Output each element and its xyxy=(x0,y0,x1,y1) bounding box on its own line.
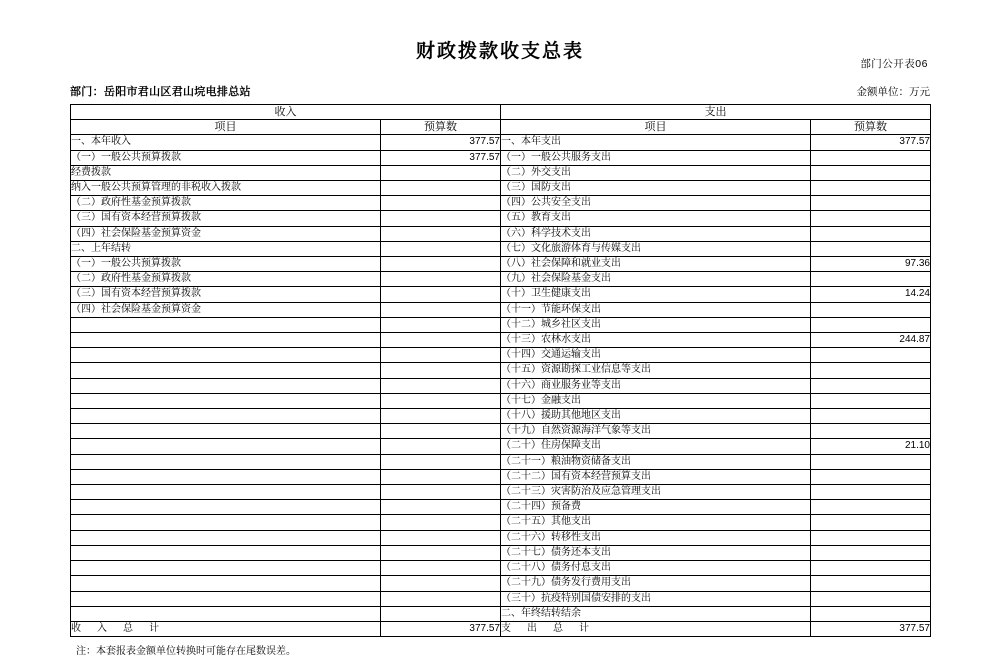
income-item-label xyxy=(71,424,381,439)
expense-item-label: （二十六）转移性支出 xyxy=(501,530,811,545)
income-item-value xyxy=(381,196,501,211)
table-row xyxy=(71,135,931,150)
table-row xyxy=(71,545,931,560)
expense-item-value: 97.36 xyxy=(811,257,931,272)
expense-item-label: （二十五）其他支出 xyxy=(501,515,811,530)
income-item-value xyxy=(381,606,501,621)
expense-item-label: （二十三）灾害防治及应急管理支出 xyxy=(501,485,811,500)
income-item-value xyxy=(381,591,501,606)
expense-item-label: （二）外交支出 xyxy=(501,165,811,180)
income-item-value xyxy=(381,393,501,408)
income-item-value xyxy=(381,241,501,256)
income-item-label xyxy=(71,469,381,484)
expense-item-label: （九）社会保险基金支出 xyxy=(501,272,811,287)
table-row xyxy=(71,439,931,454)
expense-item-value xyxy=(811,150,931,165)
expense-item-value xyxy=(811,181,931,196)
income-item-label xyxy=(71,393,381,408)
expense-item-label: （六）科学技术支出 xyxy=(501,226,811,241)
expense-item-value xyxy=(811,561,931,576)
income-item-label: （二）政府性基金预算拨款 xyxy=(71,196,381,211)
table-foot xyxy=(71,621,931,636)
income-item-label xyxy=(71,530,381,545)
expense-item-value xyxy=(811,576,931,591)
table-row xyxy=(71,272,931,287)
column-header-expense-item: 项目 xyxy=(501,120,811,135)
income-item-label: （四）社会保险基金预算资金 xyxy=(71,302,381,317)
income-item-label xyxy=(71,409,381,424)
table-row xyxy=(71,424,931,439)
total-expense-label: 支 出 总 计 xyxy=(501,621,811,636)
income-item-value xyxy=(381,165,501,180)
expense-item-value xyxy=(811,317,931,332)
expense-item-value: 21.10 xyxy=(811,439,931,454)
page-title: 财政拨款收支总表 xyxy=(415,41,584,62)
income-item-label xyxy=(71,561,381,576)
department-label: 部门：岳阳市君山区君山垸电排总站 xyxy=(70,86,251,98)
total-expense-value: 377.57 xyxy=(811,621,931,636)
expense-item-value xyxy=(811,393,931,408)
income-item-label xyxy=(71,333,381,348)
expense-item-label: （十八）援助其他地区支出 xyxy=(501,409,811,424)
income-item-value xyxy=(381,302,501,317)
column-header-expense-budget: 预算数 xyxy=(811,120,931,135)
expense-item-value xyxy=(811,241,931,256)
expense-item-label: （八）社会保障和就业支出 xyxy=(501,257,811,272)
expense-item-label: （十九）自然资源海洋气象等支出 xyxy=(501,424,811,439)
column-header-income-budget: 预算数 xyxy=(381,120,501,135)
expense-item-label: （二十二）国有资本经营预算支出 xyxy=(501,469,811,484)
expense-item-value xyxy=(811,272,931,287)
income-item-label: 纳入一般公共预算管理的非税收入拨款 xyxy=(71,181,381,196)
group-header-row xyxy=(71,105,931,120)
table-row xyxy=(71,333,931,348)
expense-item-label: （十七）金融支出 xyxy=(501,393,811,408)
income-item-label xyxy=(71,576,381,591)
income-item-label xyxy=(71,500,381,515)
expense-item-label: 一、本年支出 xyxy=(501,135,811,150)
income-item-label: （三）国有资本经营预算拨款 xyxy=(71,211,381,226)
expense-item-label: （二十）住房保障支出 xyxy=(501,439,811,454)
expense-item-label: （三十）抗疫特别国债安排的支出 xyxy=(501,591,811,606)
expense-item-label: （一）一般公共服务支出 xyxy=(501,150,811,165)
income-item-value xyxy=(381,409,501,424)
income-item-label xyxy=(71,606,381,621)
table-row xyxy=(71,393,931,408)
income-item-label xyxy=(71,348,381,363)
income-item-value xyxy=(381,378,501,393)
income-item-value xyxy=(381,439,501,454)
income-item-value xyxy=(381,515,501,530)
document-page xyxy=(0,36,1000,671)
expense-item-label: （十五）资源勘探工业信息等支出 xyxy=(501,363,811,378)
expense-item-label: （十）卫生健康支出 xyxy=(501,287,811,302)
expense-item-label: （十六）商业服务业等支出 xyxy=(501,378,811,393)
expense-item-label: （二十七）债务还本支出 xyxy=(501,545,811,560)
income-item-label: （二）政府性基金预算拨款 xyxy=(71,272,381,287)
expense-item-value xyxy=(811,545,931,560)
income-item-value xyxy=(381,530,501,545)
expense-item-label: （二十九）债务发行费用支出 xyxy=(501,576,811,591)
income-item-label: （四）社会保险基金预算资金 xyxy=(71,226,381,241)
expense-item-value xyxy=(811,515,931,530)
table-row xyxy=(71,317,931,332)
income-item-value xyxy=(381,485,501,500)
expense-item-label: （十二）城乡社区支出 xyxy=(501,317,811,332)
total-income-label: 收 入 总 计 xyxy=(71,621,381,636)
income-item-label xyxy=(71,363,381,378)
expense-item-label: （十三）农林水支出 xyxy=(501,333,811,348)
income-item-label: （一）一般公共预算拨款 xyxy=(71,150,381,165)
table-row xyxy=(71,606,931,621)
total-income-value: 377.57 xyxy=(381,621,501,636)
income-item-value xyxy=(381,576,501,591)
expense-item-value xyxy=(811,211,931,226)
total-row xyxy=(71,621,931,636)
income-item-value xyxy=(381,272,501,287)
table-row xyxy=(71,561,931,576)
table-body xyxy=(71,135,931,622)
meta-row xyxy=(70,83,930,99)
income-item-value xyxy=(381,348,501,363)
income-item-value xyxy=(381,561,501,576)
income-item-value xyxy=(381,257,501,272)
income-item-value xyxy=(381,424,501,439)
expense-item-value: 244.87 xyxy=(811,333,931,348)
table-row xyxy=(71,515,931,530)
income-item-value xyxy=(381,469,501,484)
table-row xyxy=(71,302,931,317)
income-item-label: 二、上年结转 xyxy=(71,241,381,256)
expense-item-value xyxy=(811,591,931,606)
expense-item-label: （二十四）预备费 xyxy=(501,500,811,515)
income-item-value xyxy=(381,454,501,469)
expense-item-value xyxy=(811,424,931,439)
expense-item-label: （四）公共安全支出 xyxy=(501,196,811,211)
table-row xyxy=(71,226,931,241)
expense-item-value xyxy=(811,409,931,424)
expense-item-label: （二十一）粮油物资储备支出 xyxy=(501,454,811,469)
column-header-row xyxy=(71,120,931,135)
income-item-label xyxy=(71,515,381,530)
table-row xyxy=(71,196,931,211)
income-item-label: （一）一般公共预算拨款 xyxy=(71,257,381,272)
income-item-label: （三）国有资本经营预算拨款 xyxy=(71,287,381,302)
table-row xyxy=(71,454,931,469)
footer-note: 注：本套报表金额单位转换时可能存在尾数误差。 xyxy=(76,646,296,658)
table-row xyxy=(71,500,931,515)
expense-item-value xyxy=(811,226,931,241)
expense-item-label: （三）国防支出 xyxy=(501,181,811,196)
income-item-label xyxy=(71,591,381,606)
expense-item-label: （二十八）债务付息支出 xyxy=(501,561,811,576)
table-row xyxy=(71,181,931,196)
expense-item-value xyxy=(811,454,931,469)
expense-item-value xyxy=(811,485,931,500)
income-item-value xyxy=(381,181,501,196)
expense-item-label: （十四）交通运输支出 xyxy=(501,348,811,363)
group-header-income: 收入 xyxy=(71,105,501,120)
table-row xyxy=(71,363,931,378)
income-item-label: 一、本年收入 xyxy=(71,135,381,150)
table-row xyxy=(71,530,931,545)
table-row xyxy=(71,150,931,165)
column-header-income-item: 项目 xyxy=(71,120,381,135)
income-item-label xyxy=(71,317,381,332)
table-head xyxy=(71,105,931,135)
income-item-value xyxy=(381,545,501,560)
unit-label: 金额单位：万元 xyxy=(856,86,930,98)
table-row xyxy=(71,469,931,484)
income-item-value xyxy=(381,211,501,226)
budget-table xyxy=(70,104,931,637)
expense-item-value: 377.57 xyxy=(811,135,931,150)
expense-item-value xyxy=(811,500,931,515)
expense-item-value xyxy=(811,196,931,211)
expense-item-label: （五）教育支出 xyxy=(501,211,811,226)
expense-item-value xyxy=(811,530,931,545)
table-row xyxy=(71,211,931,226)
table-row xyxy=(71,348,931,363)
income-item-value xyxy=(381,226,501,241)
income-item-value xyxy=(381,363,501,378)
expense-item-value xyxy=(811,302,931,317)
expense-item-label: （七）文化旅游体育与传媒支出 xyxy=(501,241,811,256)
income-item-label xyxy=(71,454,381,469)
expense-item-label: 二、年终结转结余 xyxy=(501,606,811,621)
income-item-label: 经费拨款 xyxy=(71,165,381,180)
expense-item-value xyxy=(811,363,931,378)
expense-item-value xyxy=(811,378,931,393)
expense-item-value xyxy=(811,165,931,180)
expense-item-value xyxy=(811,606,931,621)
table-row xyxy=(71,287,931,302)
income-item-value xyxy=(381,287,501,302)
expense-item-value xyxy=(811,348,931,363)
income-item-label xyxy=(71,439,381,454)
table-row xyxy=(71,257,931,272)
income-item-value xyxy=(381,333,501,348)
income-item-value xyxy=(381,500,501,515)
expense-item-label: （十一）节能环保支出 xyxy=(501,302,811,317)
expense-item-value: 14.24 xyxy=(811,287,931,302)
income-item-label xyxy=(71,485,381,500)
income-item-value xyxy=(381,317,501,332)
expense-item-value xyxy=(811,469,931,484)
income-item-label xyxy=(71,545,381,560)
table-row xyxy=(71,165,931,180)
income-item-value: 377.57 xyxy=(381,150,501,165)
income-item-label xyxy=(71,378,381,393)
table-row xyxy=(71,241,931,256)
table-row xyxy=(71,409,931,424)
income-item-value: 377.57 xyxy=(381,135,501,150)
table-row xyxy=(71,378,931,393)
group-header-expense: 支出 xyxy=(501,105,931,120)
table-row xyxy=(71,576,931,591)
form-code: 部门公开表06 xyxy=(860,58,928,70)
table-row xyxy=(71,591,931,606)
table-row xyxy=(71,485,931,500)
